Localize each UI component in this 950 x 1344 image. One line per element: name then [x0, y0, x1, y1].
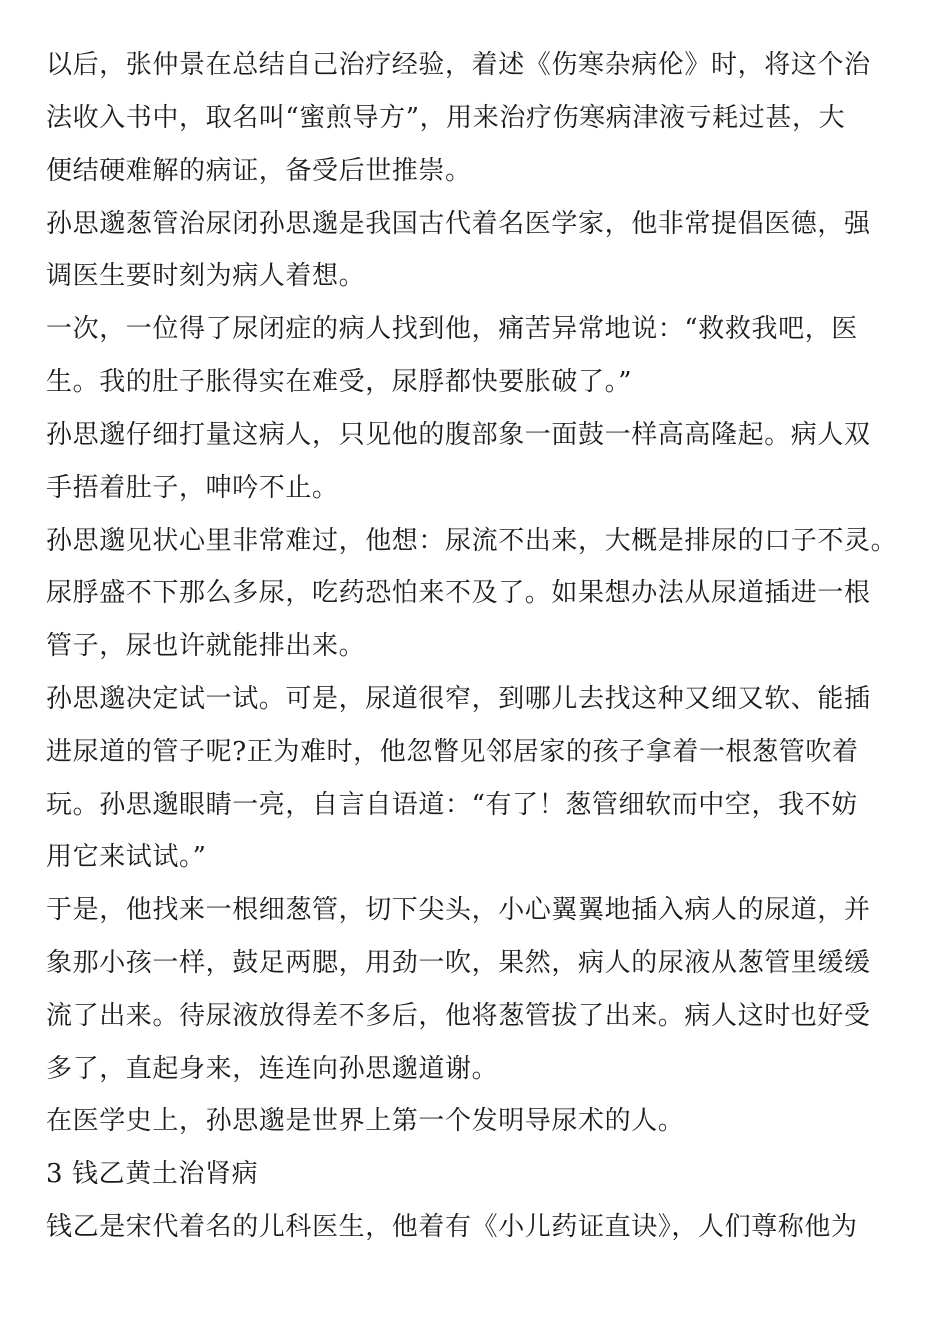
text-line: 便结硬难解的病证，备受后世推崇。 [46, 156, 472, 186]
text-line: 一次，一位得了尿闭症的病人找到他，痛苦异常地说：“救救我吧，医 [46, 314, 858, 344]
text-line: 生。我的肚子胀得实在难受，尿脬都快要胀破了。” [46, 367, 633, 397]
text-line: 孙思邈见状心里非常难过，他想：尿流不出来，大概是排尿的口子不灵。 [46, 526, 898, 556]
text-line: 进尿道的管子呢?正为难时，他忽瞥见邻居家的孩子拿着一根葱管吹着 [46, 737, 859, 767]
text-line: 以后，张仲景在总结自己治疗经验，着述《伤寒杂病伦》时，将这个治 [46, 50, 871, 80]
text-line: 孙思邈葱管治尿闭孙思邈是我国古代着名医学家，他非常提倡医德，强 [46, 209, 871, 239]
text-line: 法收入书中，取名叫“蜜煎导方”，用来治疗伤寒病津液亏耗过甚，大 [46, 103, 846, 133]
text-line: 手捂着肚子，呻吟不止。 [46, 473, 339, 503]
text-line: 于是，他找来一根细葱管，切下尖头，小心翼翼地插入病人的尿道，并 [46, 895, 871, 925]
section-heading: 3 钱乙黄土治肾病 [46, 1159, 259, 1189]
text-line: 孙思邈决定试一试。可是，尿道很窄，到哪儿去找这种又细又软、能插 [46, 684, 871, 714]
text-line: 在医学史上，孙思邈是世界上第一个发明导尿术的人。 [46, 1106, 685, 1136]
text-line: 管子，尿也许就能排出来。 [46, 631, 366, 661]
text-line: 多了，直起身来，连连向孙思邈道谢。 [46, 1054, 499, 1084]
text-line: 孙思邈仔细打量这病人，只见他的腹部象一面鼓一样高高隆起。病人双 [46, 420, 871, 450]
text-line: 用它来试试。” [46, 842, 207, 872]
text-line: 流了出来。待尿液放得差不多后，他将葱管拔了出来。病人这时也好受 [46, 1001, 871, 1031]
text-line: 象那小孩一样，鼓足两腮，用劲一吹，果然，病人的尿液从葱管里缓缓 [46, 948, 871, 978]
text-line: 尿脬盛不下那么多尿，吃药恐怕来不及了。如果想办法从尿道插进一根 [46, 578, 871, 608]
text-line: 钱乙是宋代着名的儿科医生，他着有《小儿药证直诀》，人们尊称他为 [46, 1212, 858, 1242]
text-line: 调医生要时刻为病人着想。 [46, 261, 366, 291]
text-line: 玩。孙思邈眼睛一亮，自言自语道：“有了！葱管细软而中空，我不妨 [46, 790, 858, 820]
